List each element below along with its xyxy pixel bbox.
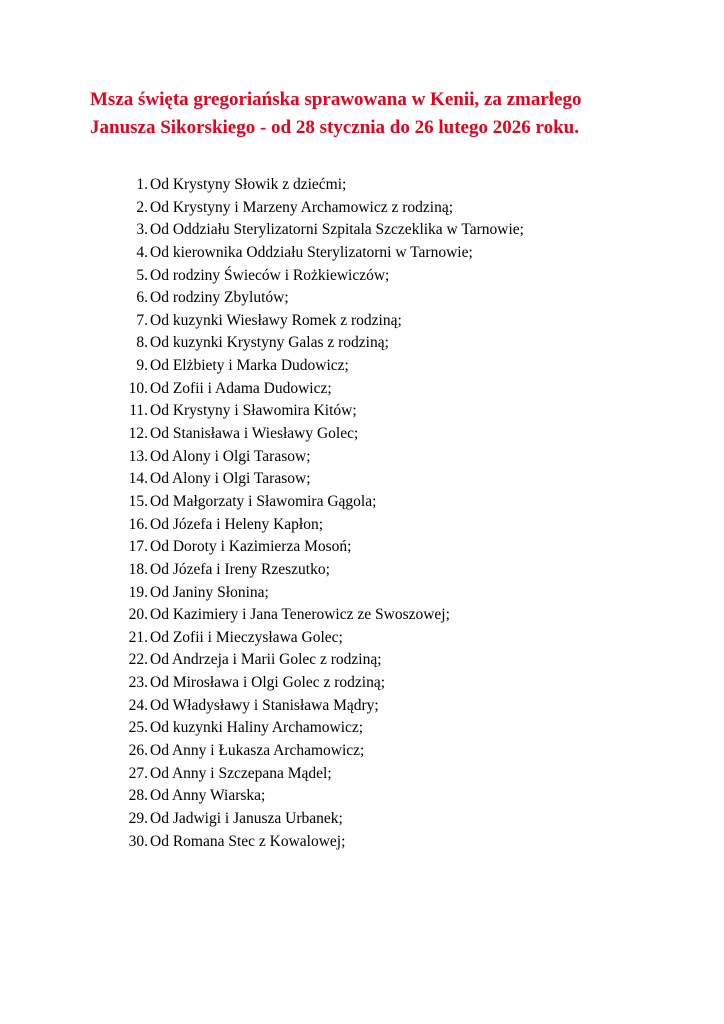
list-item <box>0 446 724 469</box>
list-item-text: Od kuzynki Krystyny Galas z rodziną; <box>150 334 389 352</box>
list-item-number: 28. <box>128 787 148 805</box>
list-item-text: Od Józefa i Heleny Kapłon; <box>150 515 324 533</box>
list-item-number: 10. <box>128 379 148 397</box>
list-item-number: 3. <box>136 221 148 239</box>
list-item-number: 14. <box>128 470 148 488</box>
list-item <box>0 265 724 288</box>
list-item <box>0 559 724 582</box>
list-item-number: 17. <box>128 538 148 556</box>
list-item-text: Od Krystyny i Sławomira Kitów; <box>150 402 357 420</box>
list-item-number: 5. <box>136 266 148 284</box>
list-item-text: Od Zofii i Mieczysława Golec; <box>150 628 343 646</box>
list-item-text: Od kuzynki Wiesławy Romek z rodziną; <box>150 311 402 329</box>
list-item-number: 8. <box>136 334 148 352</box>
list-item-number: 19. <box>128 583 148 601</box>
list-item <box>0 785 724 808</box>
list-item-number: 22. <box>128 651 148 669</box>
list-item <box>0 174 724 197</box>
list-item <box>0 627 724 650</box>
list-item-text: Od Elżbiety i Marka Dudowicz; <box>150 357 349 375</box>
list-item-number: 2. <box>136 198 148 216</box>
list-item <box>0 763 724 786</box>
list-item-number: 13. <box>128 447 148 465</box>
list-item-number: 7. <box>136 311 148 329</box>
list-item-text: Od Anny i Łukasza Archamowicz; <box>150 742 365 760</box>
list-item-number: 25. <box>128 719 148 737</box>
list-item <box>0 400 724 423</box>
list-item-text: Od kuzynki Haliny Archamowicz; <box>150 719 364 737</box>
list-item-number: 30. <box>128 832 148 850</box>
list-item <box>0 740 724 763</box>
list-item-text: Od Kazimiery i Jana Tenerowicz ze Swoszowej; <box>150 606 450 624</box>
list-item <box>0 672 724 695</box>
list-item <box>0 287 724 310</box>
list-item <box>0 468 724 491</box>
list-item-text: Od Doroty i Kazimierza Mosoń; <box>150 538 352 556</box>
title-line-2: Janusza Sikorskiego - od 28 stycznia do 26 lutego 2026 roku. <box>90 117 579 138</box>
list-item-text: Od Andrzeja i Marii Golec z rodziną; <box>150 651 382 669</box>
title-line-1: Msza święta gregoriańska sprawowana w Kenii, za zmarłego <box>90 89 582 110</box>
list-item-text: Od kierownika Oddziału Sterylizatorni w Tarnowie; <box>150 243 473 261</box>
list-item-number: 20. <box>128 606 148 624</box>
list-item-number: 4. <box>136 243 148 261</box>
list-item-text: Od Mirosława i Olgi Golec z rodziną; <box>150 674 386 692</box>
list-item-text: Od Małgorzaty i Sławomira Gągola; <box>150 492 377 510</box>
list-item <box>0 514 724 537</box>
list-item-text: Od Krystyny Słowik z dziećmi; <box>150 176 347 193</box>
list-item-number: 11. <box>129 402 148 420</box>
list-item <box>0 808 724 831</box>
list-item-text: Od Anny Wiarska; <box>150 787 266 805</box>
page-title <box>90 86 710 142</box>
list-item <box>0 649 724 672</box>
list-item-number: 6. <box>136 289 148 307</box>
list-item-text: Od Anny i Szczepana Mądel; <box>150 764 332 782</box>
list-item <box>0 491 724 514</box>
list-item-text: Od Jadwigi i Janusza Urbanek; <box>150 809 343 827</box>
list-item-text: Od Romana Stec z Kowalowej; <box>150 832 346 850</box>
list-item <box>0 831 724 854</box>
list-item <box>0 197 724 220</box>
list-item-number: 29. <box>128 809 148 827</box>
list-item <box>0 332 724 355</box>
list-item <box>0 423 724 446</box>
list-item <box>0 378 724 401</box>
list-item-number: 9. <box>136 357 148 375</box>
list-item-text: Od Józefa i Ireny Rzeszutko; <box>150 560 330 578</box>
list-item-number: 1. <box>136 176 148 193</box>
list-item-text: Od Zofii i Adama Dudowicz; <box>150 379 332 397</box>
list-item <box>0 695 724 718</box>
list-item <box>0 242 724 265</box>
list-item <box>0 355 724 378</box>
list-item-text: Od Alony i Olgi Tarasow; <box>150 447 311 465</box>
list-item-number: 12. <box>128 425 148 443</box>
list-item-text: Od rodziny Zbylutów; <box>150 289 289 307</box>
list-item-text: Od Krystyny i Marzeny Archamowicz z rodziną; <box>150 198 454 216</box>
list-item <box>0 717 724 740</box>
list-item-number: 27. <box>128 764 148 782</box>
list-item <box>0 582 724 605</box>
list-item <box>0 219 724 242</box>
list-item-number: 23. <box>128 674 148 692</box>
list-item-text: Od Stanisława i Wiesławy Golec; <box>150 425 359 443</box>
list-item-number: 15. <box>128 492 148 510</box>
list-item-text: Od rodziny Świeców i Rożkiewiczów; <box>150 266 390 284</box>
list-item-number: 26. <box>128 742 148 760</box>
list-item-number: 18. <box>128 560 148 578</box>
list-item-number: 21. <box>128 628 148 646</box>
list-item <box>0 536 724 559</box>
list-item <box>0 604 724 627</box>
list-item-text: Od Władysławy i Stanisława Mądry; <box>150 696 379 714</box>
offerings-list <box>0 174 724 853</box>
list-item <box>0 310 724 333</box>
list-item-text: Od Janiny Słonina; <box>150 583 269 601</box>
list-item-number: 24. <box>128 696 148 714</box>
list-item-text: Od Alony i Olgi Tarasow; <box>150 470 311 488</box>
list-item-text: Od Oddziału Sterylizatorni Szpitala Szczeklika w Tarnowie; <box>150 221 524 239</box>
list-item-number: 16. <box>128 515 148 533</box>
